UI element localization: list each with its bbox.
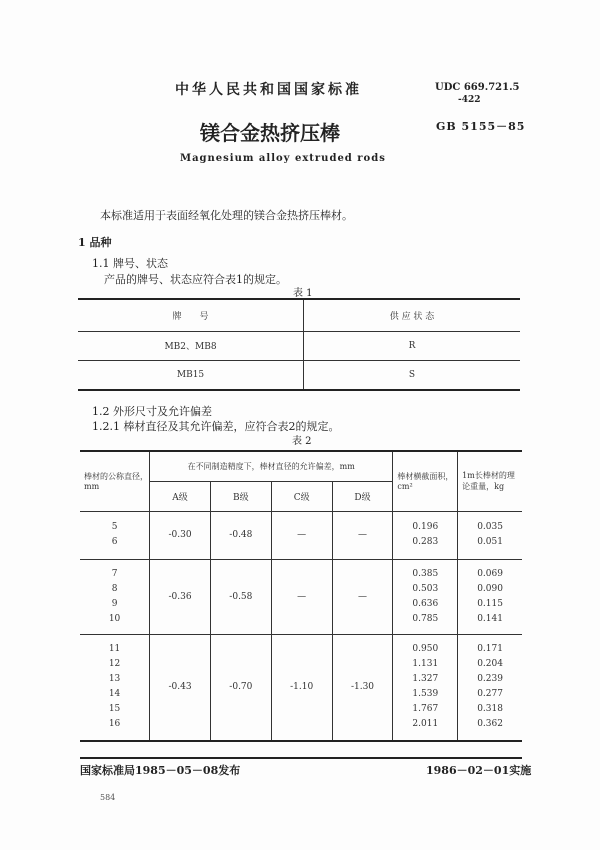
cell-value: 0.035 xyxy=(477,522,503,532)
cell-value: 0.204 xyxy=(477,659,503,670)
section-1-2-1-text: 1.2.1 棒材直径及其允许偏差，应符合表2的规定。 xyxy=(92,420,340,433)
page-number: 584 xyxy=(100,793,116,802)
implementation-date: 1986－02－01实施 xyxy=(426,764,532,777)
table2-row-group xyxy=(80,559,522,634)
header-grade-d: D级 xyxy=(332,481,393,511)
footer-divider xyxy=(80,757,522,759)
cell-value: 1.539 xyxy=(412,689,439,700)
standard-code: GB 5155－85 xyxy=(436,120,526,133)
cell-diameters xyxy=(80,511,150,559)
cell-value: 13 xyxy=(108,674,121,685)
cell-value: 0.277 xyxy=(477,689,503,700)
cell-value: 0.090 xyxy=(477,583,503,594)
table2 xyxy=(80,450,522,742)
cell-value: 0.283 xyxy=(412,537,439,547)
cell-value: 5 xyxy=(111,522,118,532)
header-tolerance: 在不同制造精度下，棒材直径的允许偏差，mm xyxy=(150,451,393,481)
cell-value: 0.785 xyxy=(412,613,439,624)
table1-cell: R xyxy=(304,331,521,360)
issuing-org: 中华人民共和国国家标准 xyxy=(175,82,362,98)
cell-value: 7 xyxy=(111,568,118,579)
cell-tolerance: -1.10 xyxy=(271,634,332,741)
cell-value: 9 xyxy=(111,598,118,609)
cell-value: 14 xyxy=(108,689,121,700)
cell-weights xyxy=(458,559,522,634)
udc-code: UDC 669.721.5 xyxy=(435,82,520,93)
cell-value: 8 xyxy=(111,583,118,594)
cell-tolerance: -0.43 xyxy=(150,634,211,741)
cell-tolerance: -0.36 xyxy=(150,559,211,634)
header-diameter: 棒材的公称直径，mm xyxy=(80,451,150,511)
cell-diameters xyxy=(80,559,150,634)
section-1-heading: 1 品种 xyxy=(78,236,112,249)
cell-value: 0.239 xyxy=(477,674,503,685)
cell-value: 12 xyxy=(108,659,121,670)
cell-value: 0.318 xyxy=(477,704,503,715)
table1-header: 供 应 状 态 xyxy=(304,299,521,331)
header-grade-c: C级 xyxy=(271,481,332,511)
table1-cell: MB15 xyxy=(78,360,304,390)
table1 xyxy=(78,298,520,391)
cell-value: 0.141 xyxy=(477,613,503,624)
table1-cell: S xyxy=(304,360,521,390)
cell-tolerance: — xyxy=(332,511,393,559)
cell-value: 0.051 xyxy=(477,537,503,547)
cell-areas xyxy=(393,511,458,559)
cell-value: 0.362 xyxy=(477,719,503,730)
header-weight: 1m长棒材的理论重量，kg xyxy=(458,451,522,511)
cell-value: 1.767 xyxy=(412,704,439,715)
cell-value: 0.950 xyxy=(412,644,439,655)
section-1-2-heading: 1.2 外形尺寸及允许偏差 xyxy=(92,405,212,418)
udc-code-suffix: -422 xyxy=(458,95,481,105)
cell-tolerance: — xyxy=(271,559,332,634)
header-grade-a: A级 xyxy=(150,481,211,511)
issue-date: 国家标准局1985－05－08发布 xyxy=(80,764,241,777)
table2-row-group xyxy=(80,634,522,741)
cell-value: 15 xyxy=(108,704,121,715)
cell-tolerance: -0.70 xyxy=(210,634,271,741)
header-grade-b: B级 xyxy=(210,481,271,511)
section-1-1-heading: 1.1 牌号、状态 xyxy=(92,257,168,270)
cell-areas xyxy=(393,634,458,741)
cell-value: 0.196 xyxy=(412,522,439,532)
table2-row-group xyxy=(80,511,522,559)
cell-weights xyxy=(458,511,522,559)
cell-value: 0.636 xyxy=(412,598,439,609)
section-1-1-text: 产品的牌号、状态应符合表1的规定。 xyxy=(104,273,287,286)
cell-value: 10 xyxy=(108,613,121,624)
table1-caption: 表 1 xyxy=(293,288,313,299)
intro-text: 本标准适用于表面经氧化处理的镁合金热挤压棒材。 xyxy=(100,209,353,222)
cell-tolerance: — xyxy=(271,511,332,559)
cell-value: 0.503 xyxy=(412,583,439,594)
cell-value: 11 xyxy=(108,644,121,655)
cell-value: 16 xyxy=(108,719,121,730)
table1-header: 牌 号 xyxy=(78,299,304,331)
cell-value: 6 xyxy=(111,537,118,547)
cell-value: 0.385 xyxy=(412,568,439,579)
document-title: 镁合金热挤压棒 xyxy=(200,121,340,145)
table2-caption: 表 2 xyxy=(292,436,312,447)
header-area: 棒材横截面积，cm² xyxy=(393,451,458,511)
cell-tolerance: — xyxy=(332,559,393,634)
cell-tolerance: -0.30 xyxy=(150,511,211,559)
cell-value: 0.069 xyxy=(477,568,503,579)
cell-value: 0.171 xyxy=(477,644,503,655)
cell-tolerance: -1.30 xyxy=(332,634,393,741)
cell-value: 1.131 xyxy=(412,659,439,670)
cell-diameters xyxy=(80,634,150,741)
cell-value: 2.011 xyxy=(412,719,439,730)
cell-tolerance: -0.48 xyxy=(210,511,271,559)
cell-areas xyxy=(393,559,458,634)
table1-cell: MB2、MB8 xyxy=(78,331,304,360)
cell-weights xyxy=(458,634,522,741)
cell-value: 1.327 xyxy=(412,674,439,685)
english-title: Magnesium alloy extruded rods xyxy=(180,153,386,164)
cell-value: 0.115 xyxy=(477,598,503,609)
cell-tolerance: -0.58 xyxy=(210,559,271,634)
